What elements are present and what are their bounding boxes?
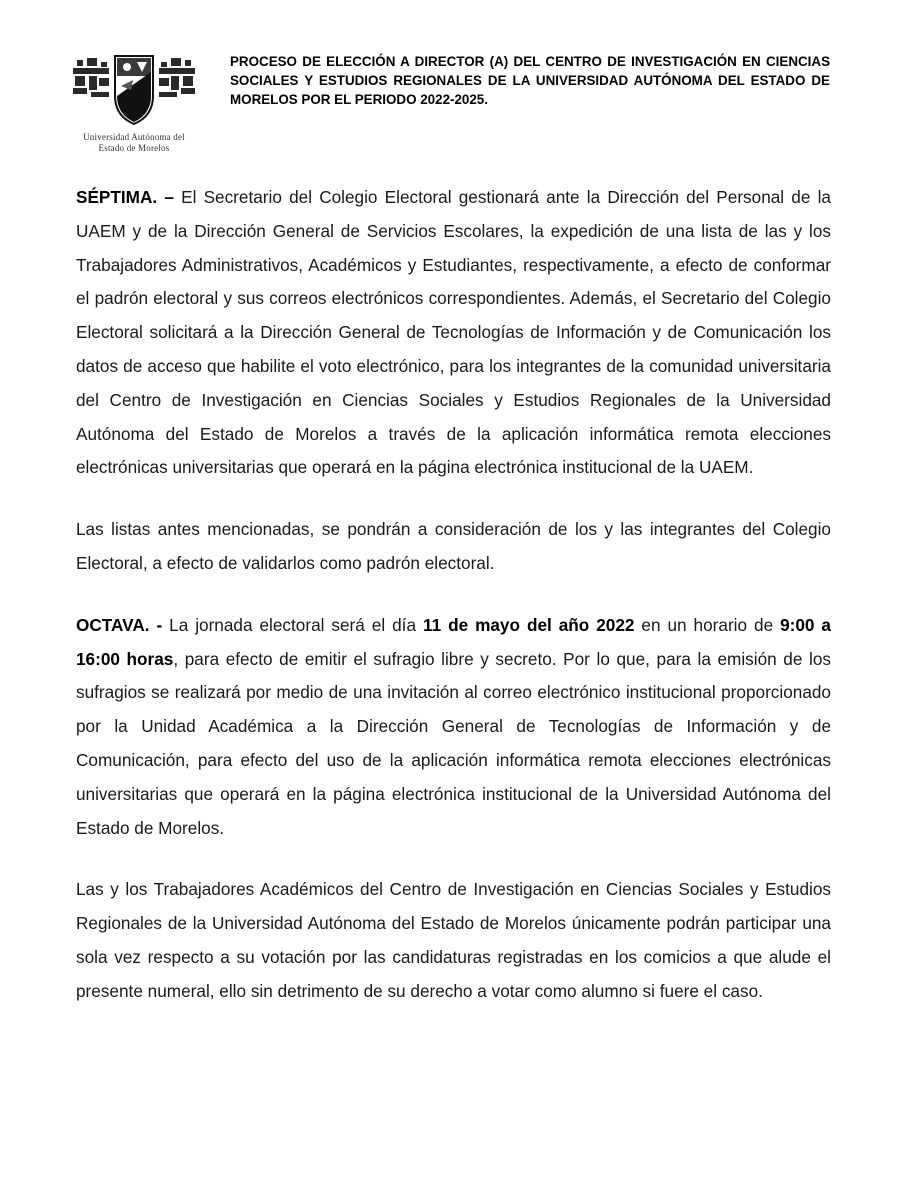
paragraph-listas [76, 513, 831, 581]
paragraph-septima [76, 181, 831, 485]
university-name-line-2: Estado de Morelos [98, 143, 170, 153]
octava-text-1: La jornada electoral será el día [162, 614, 423, 635]
academicos-text: Las y los Trabajadores Académicos del Centro de Investigación en Ciencias Sociales y Estudios Regionales de la Universidad Autónoma del Estado de Morelos únicamente podrán participar una sola vez respecto a su votación por las candidaturas registradas en los comicios a que alude el presente numeral, ello sin detrimento de su derecho a votar como alumno si fuere el caso. [76, 879, 831, 1001]
university-logo [64, 50, 204, 154]
university-seal-icon [69, 50, 199, 128]
paragraph-academicos [76, 873, 831, 1008]
document-title: PROCESO DE ELECCIÓN A DIRECTOR (A) DEL CENTRO DE INVESTIGACIÓN EN CIENCIAS SOCIALES Y ESTUDIOS REGIONALES DE LA UNIVERSIDAD AUTÓNOMA DEL ESTADO DE MORELOS POR EL PERIODO 2022-2025. [230, 54, 830, 107]
election-date: 11 de mayo del año 2022 [422, 614, 635, 635]
heading-septima: SÉPTIMA. – [76, 187, 174, 207]
university-name-line-1: Universidad Autónoma del [83, 132, 185, 142]
heading-octava: OCTAVA. - [76, 614, 163, 635]
listas-text: Las listas antes mencionadas, se pondrán a consideración de los y las integrantes del Colegio Electoral, a efecto de validarlos como padrón electoral. [76, 519, 831, 573]
paragraph-octava [76, 609, 831, 846]
election-hours: 9:00 a 16:00 horas [76, 614, 831, 669]
octava-text-2: en un horario de [634, 614, 781, 635]
document-body [76, 181, 831, 1037]
septima-text: El Secretario del Colegio Electoral gestionará ante la Dirección del Personal de la UAEM y de la Dirección General de Servicios Escolares, la expedición de una lista de las y los Trabajadores Administrativos, Académicos y Estudiantes, respectivamente, a efecto de conformar el padrón electoral y sus correos electrónicos correspondientes. Además, el Secretario del Colegio Electoral solicitará a la Dirección General de Tecnologías de Información y de Comunicación los datos de acceso que habilite el voto electrónico, para los integrantes de la comunidad universitaria del Centro de Investigación en Ciencias Sociales y Estudios Regionales de la Universidad Autónoma del Estado de Morelos a través de la aplicación informática remota elecciones electrónicas universitarias que operará en la página electrónica institucional de la UAEM. [76, 187, 831, 478]
document-header [64, 44, 844, 164]
octava-text-3: , para efecto de emitir el sufragio libre y secreto. Por lo que, para la emisión de los sufragios se realizará por medio de una invitación al correo electrónico institucional proporcionado por la Unidad Académica a la Dirección General de Tecnologías de Información y de Comunicación, para efecto del uso de la aplicación informática remota elecciones electrónicas universitarias que operará en la página electrónica institucional de la Universidad Autónoma del Estado de Morelos. [76, 648, 831, 838]
